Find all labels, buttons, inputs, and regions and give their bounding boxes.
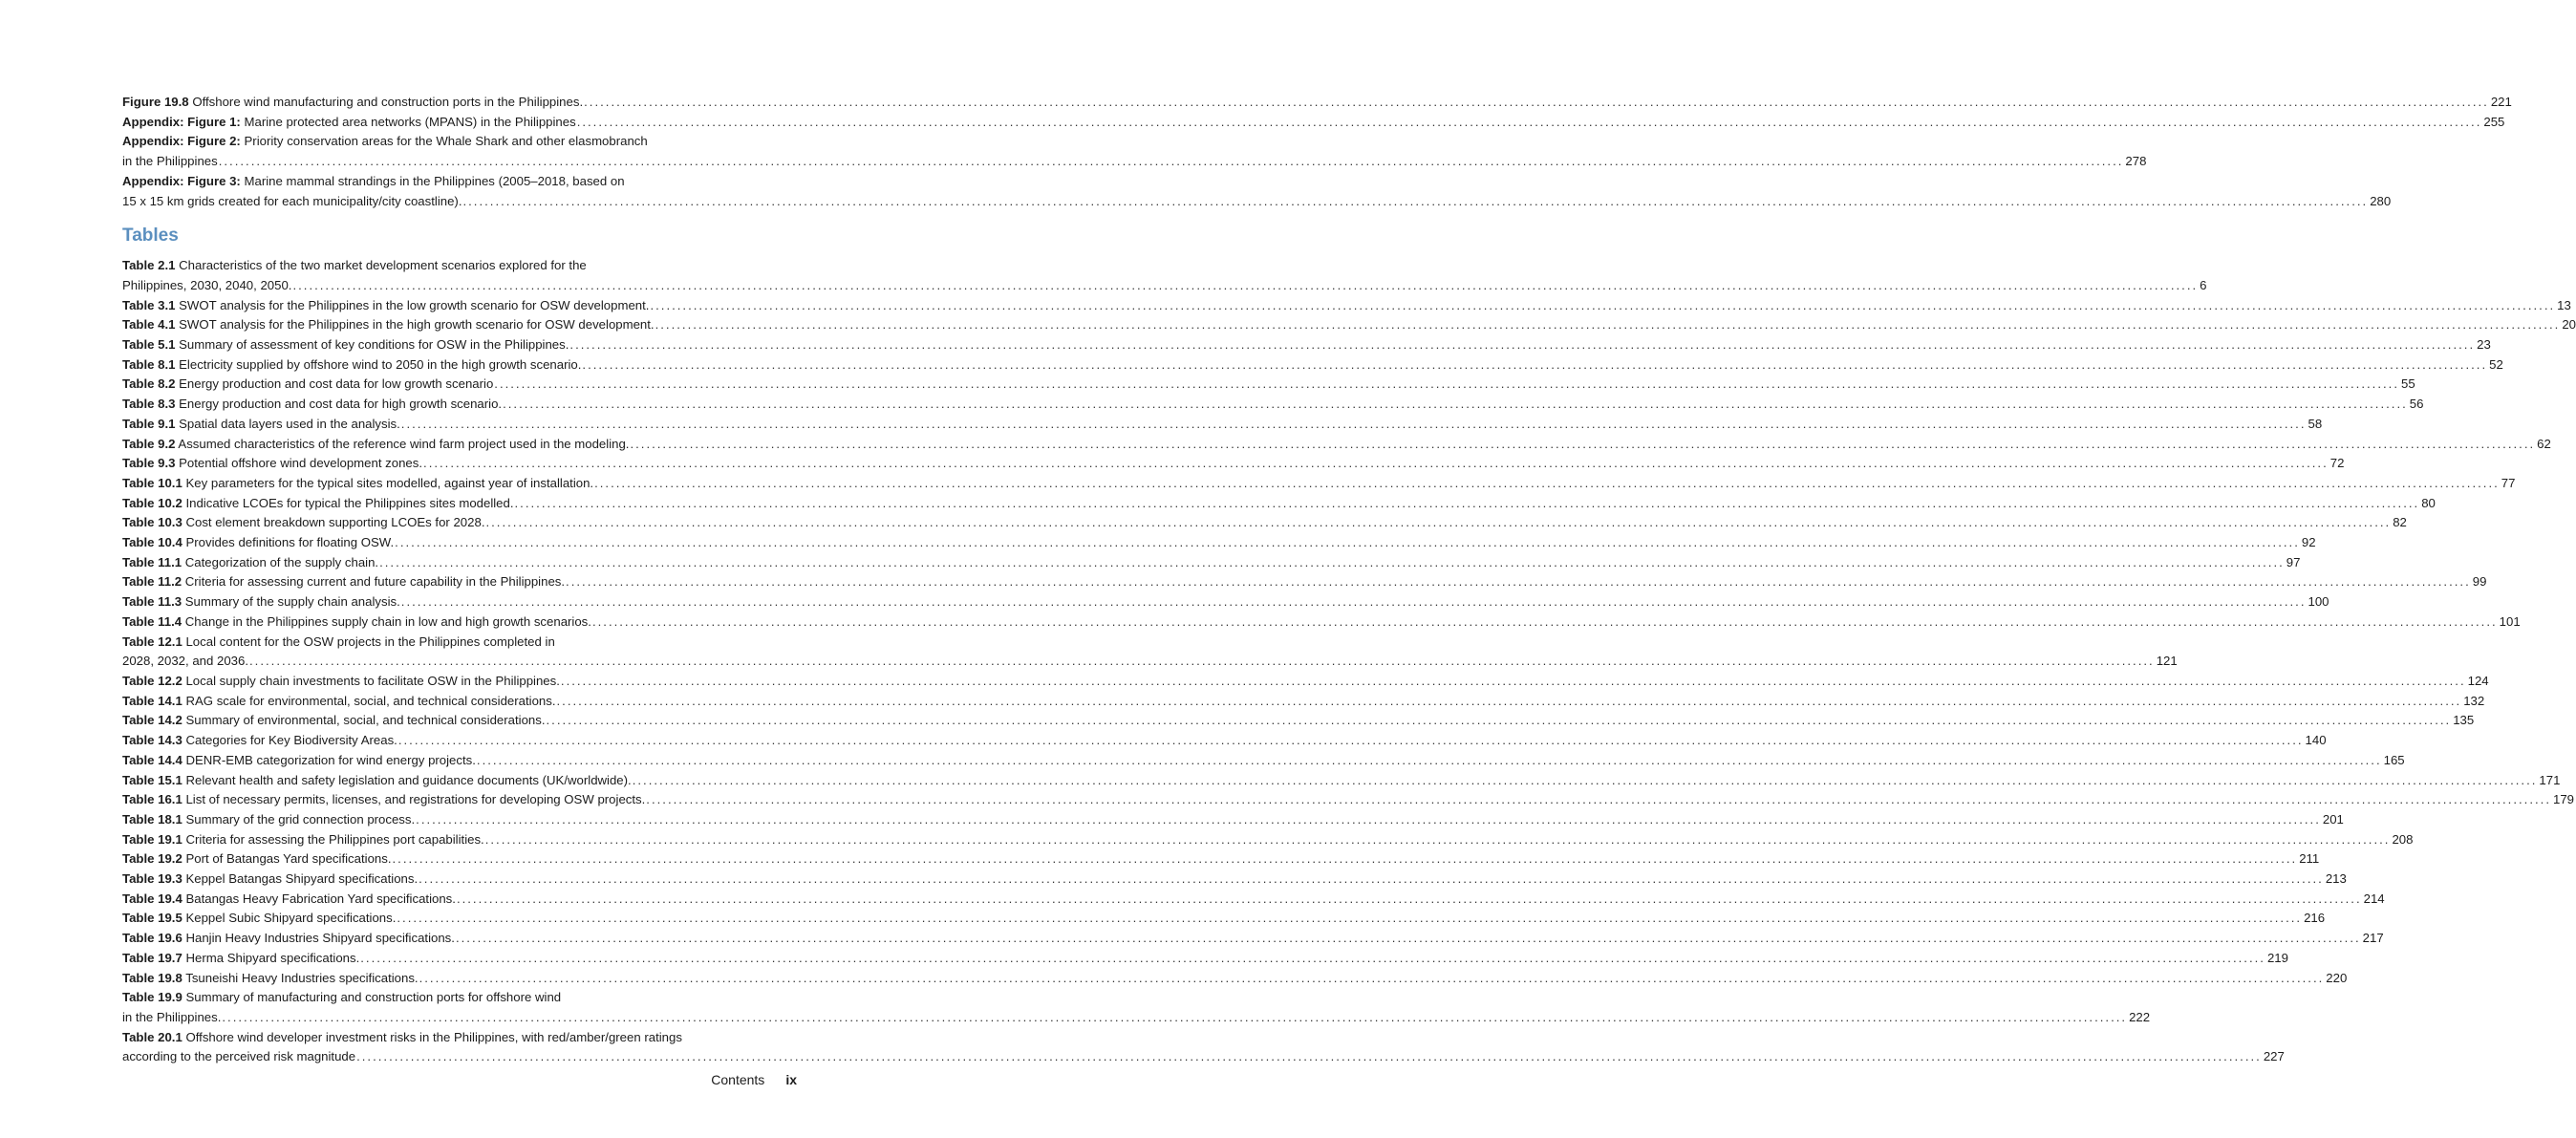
entry-page-number: 217 (2362, 931, 2384, 946)
entry-title: Summary of the supply chain analysis. (184, 594, 400, 610)
footer-page-number: ix (785, 1072, 797, 1087)
table-entry[interactable] (122, 731, 2327, 751)
entry-title: Summary of manufacturing and construction ports for offshore wind (185, 990, 562, 1005)
entry-label: Figure 19.8 (122, 95, 189, 109)
dot-leader (584, 93, 2489, 113)
table-entry[interactable] (122, 988, 2151, 1027)
table-entry[interactable] (122, 395, 2424, 415)
entry-label: Table 12.2 (122, 673, 182, 688)
dot-leader (655, 315, 2561, 335)
entry-title: DENR-EMB categorization for wind energy projects. (185, 752, 476, 767)
entry-title: Offshore wind developer investment risks in the Philippines, with red/amber/green ratings (185, 1029, 682, 1044)
table-entry[interactable] (122, 890, 2385, 910)
entry-title: Criteria for assessing current and future capability in the Philippines. (184, 574, 566, 590)
dot-leader (485, 830, 2391, 850)
table-entry[interactable] (122, 513, 2407, 533)
entry-label: Table 2.1 (122, 258, 176, 273)
entry-title: Assumed characteristics of the reference wind farm project used in the modeling. (178, 436, 630, 451)
table-entry[interactable] (122, 692, 2485, 712)
entry-page-number: 208 (2392, 831, 2414, 847)
table-entry[interactable] (122, 949, 2288, 969)
entry-title: Electricity supplied by offshore wind to 2050 in the high growth scenario. (179, 356, 582, 372)
table-entry[interactable] (122, 870, 2347, 890)
entry-title: Herma Shipyard specifications. (185, 950, 360, 965)
entry-title: Summary of assessment of key conditions for OSW in the Philippines. (179, 337, 569, 353)
table-entry[interactable] (122, 672, 2489, 692)
table-entry[interactable] (122, 1028, 2285, 1067)
table-entry[interactable] (122, 474, 2516, 494)
dot-leader (462, 192, 2368, 212)
table-entry[interactable] (122, 553, 2301, 573)
dot-leader (292, 276, 2198, 296)
entry-title: Philippines, 2030, 2040, 2050. (122, 277, 292, 292)
figures-list (122, 93, 2512, 211)
table-entry[interactable] (122, 355, 2503, 376)
entry-title: Energy production and cost data for low growth scenario (179, 376, 494, 392)
entry-label: Table 9.2 (122, 436, 176, 451)
entry-page-number: 124 (2467, 673, 2489, 688)
entry-title: Spatial data layers used in the analysis. (179, 416, 400, 431)
table-entry[interactable] (122, 375, 2415, 395)
entry-title: according to the perceived risk magnitude (122, 1049, 356, 1064)
entry-title: Categorization of the supply chain. (184, 554, 379, 569)
entry-label: Appendix: Figure 1: (122, 114, 241, 129)
dot-leader (503, 395, 2408, 415)
table-entry[interactable] (122, 790, 2575, 810)
dot-leader (633, 771, 2538, 791)
entry-page-number: 201 (2322, 811, 2344, 827)
dot-leader (423, 454, 2329, 474)
entry-title: Tsuneishi Heavy Industries specifications. (185, 970, 419, 985)
dot-leader (494, 375, 2399, 395)
entry-label: Table 14.3 (122, 733, 182, 748)
entry-page-number: 100 (2308, 594, 2329, 610)
entry-page-number: 72 (2329, 456, 2345, 471)
entry-title: Summary of the grid connection process. (185, 811, 416, 827)
dot-leader (650, 296, 2555, 316)
entry-title: 2028, 2032, and 2036. (122, 654, 248, 669)
table-entry[interactable] (122, 711, 2475, 731)
entry-label: Table 9.1 (122, 416, 176, 431)
entry-page-number: 255 (2483, 114, 2505, 129)
table-entry[interactable] (122, 256, 2207, 295)
entry-page-number: 278 (2125, 154, 2147, 169)
entry-label: Table 19.4 (122, 891, 182, 906)
entry-title: SWOT analysis for the Philippines in the high growth scenario for OSW development. (179, 317, 655, 333)
dot-leader (416, 810, 2321, 830)
entry-label: Table 19.5 (122, 911, 182, 926)
table-entry[interactable] (122, 969, 2348, 989)
entry-page-number: 220 (2326, 970, 2348, 985)
dot-leader (360, 949, 2265, 969)
entry-title: Relevant health and safety legislation and guidance documents (UK/worldwide). (185, 772, 632, 787)
entry-page-number: 97 (2286, 554, 2301, 569)
dot-leader (398, 731, 2304, 751)
entry-label: Table 4.1 (122, 317, 176, 333)
entry-label: Appendix: Figure 3: (122, 173, 241, 188)
table-entry[interactable] (122, 494, 2436, 514)
entry-title: Local supply chain investments to facilitate OSW in the Philippines. (185, 673, 560, 688)
entry-label: Table 19.3 (122, 871, 182, 887)
table-entry[interactable] (122, 929, 2384, 949)
dot-leader (566, 572, 2471, 592)
entry-page-number: 52 (2489, 356, 2503, 372)
entry-page-number: 213 (2325, 871, 2347, 887)
dot-leader (592, 612, 2498, 633)
entry-label: Table 5.1 (122, 337, 176, 353)
entry-label: Table 10.4 (122, 535, 182, 550)
dot-leader (485, 513, 2391, 533)
entry-title: in the Philippines. (122, 1009, 222, 1024)
dot-leader (557, 692, 2462, 712)
entry-page-number: 280 (2370, 193, 2392, 208)
entry-page-number: 165 (2383, 752, 2405, 767)
dot-leader (547, 711, 2452, 731)
entry-page-number: 92 (2301, 535, 2316, 550)
dot-leader (569, 335, 2475, 355)
table-entry[interactable] (122, 771, 2561, 791)
entry-label: Table 14.1 (122, 693, 182, 708)
entry-page-number: 171 (2539, 772, 2561, 787)
entry-label: Table 11.4 (122, 613, 182, 629)
figure-entry[interactable] (122, 113, 2505, 133)
dot-leader (630, 435, 2535, 455)
table-entry[interactable] (122, 810, 2344, 830)
table-entry[interactable] (122, 296, 2571, 316)
entry-label: Table 19.9 (122, 990, 182, 1005)
dot-leader (515, 494, 2420, 514)
table-entry[interactable] (122, 533, 2316, 553)
entry-title: Marine mammal strandings in the Philippines (2005–2018, based on (244, 173, 625, 188)
entry-title: Categories for Key Biodiversity Areas. (185, 733, 397, 748)
dot-leader (356, 1047, 2262, 1067)
entry-title: Keppel Subic Shipyard specifications. (185, 911, 397, 926)
entry-page-number: 216 (2304, 911, 2326, 926)
dot-leader (219, 152, 2124, 172)
entry-page-number: 77 (2501, 475, 2516, 490)
footer-section-name: Contents (711, 1072, 765, 1087)
entry-title: Batangas Heavy Fabrication Yard specifications. (185, 891, 456, 906)
entry-label: Table 20.1 (122, 1029, 182, 1044)
entry-title: Local content for the OSW projects in the Philippines completed in (185, 633, 555, 649)
dot-leader (457, 890, 2362, 910)
entry-page-number: 121 (2156, 654, 2178, 669)
dot-leader (379, 553, 2285, 573)
dot-leader (401, 592, 2307, 612)
dot-leader (397, 909, 2302, 929)
entry-page-number: 101 (2499, 613, 2521, 629)
entry-page-number: 23 (2477, 337, 2491, 353)
entry-label: Table 3.1 (122, 297, 176, 312)
entry-label: Table 19.6 (122, 931, 182, 946)
table-entry[interactable] (122, 830, 2414, 850)
table-entry[interactable] (122, 849, 2320, 870)
tables-heading: Tables (122, 225, 179, 247)
entry-title: Cost element breakdown supporting LCOEs for 2028. (185, 515, 485, 530)
entry-page-number: 179 (2553, 792, 2575, 807)
dot-leader (646, 790, 2551, 810)
entry-title: Change in the Philippines supply chain in low and high growth scenarios. (184, 613, 591, 629)
entry-page-number: 58 (2308, 416, 2323, 431)
entry-page-number: 56 (2409, 397, 2424, 412)
table-entry[interactable] (122, 435, 2551, 455)
entry-label: Table 11.2 (122, 574, 182, 590)
table-entry[interactable] (122, 335, 2491, 355)
table-entry[interactable] (122, 415, 2323, 435)
table-entry[interactable] (122, 909, 2326, 929)
figure-entry[interactable] (122, 172, 2392, 211)
dot-leader (249, 652, 2155, 672)
entry-title: Characteristics of the two market development scenarios explored for the (179, 258, 587, 273)
dot-leader (401, 415, 2307, 435)
entry-page-number: 132 (2463, 693, 2485, 708)
entry-page-number: 6 (2200, 277, 2207, 292)
dot-leader (393, 849, 2298, 870)
entry-label: Table 11.3 (122, 594, 182, 610)
entry-label: Table 16.1 (122, 792, 182, 807)
entry-label: Table 8.2 (122, 376, 176, 392)
entry-page-number: 135 (2453, 713, 2475, 728)
entry-label: Table 14.2 (122, 713, 182, 728)
entry-label: Appendix: Figure 2: (122, 134, 241, 149)
entry-page-number: 99 (2472, 574, 2487, 590)
entry-title: 15 x 15 km grids created for each municipality/city coastline). (122, 193, 462, 208)
entry-page-number: 20 (2562, 317, 2576, 333)
table-entry[interactable] (122, 612, 2521, 633)
dot-leader (594, 474, 2500, 494)
contents-page (122, 93, 2576, 1067)
entry-label: Table 8.3 (122, 397, 176, 412)
table-entry[interactable] (122, 454, 2345, 474)
entry-title: SWOT analysis for the Philippines in the low growth scenario for OSW development. (179, 297, 650, 312)
dot-leader (395, 533, 2300, 553)
entry-title: Summary of environmental, social, and technical considerations. (185, 713, 546, 728)
entry-page-number: 214 (2363, 891, 2385, 906)
entry-title: Offshore wind manufacturing and construction ports in the Philippines. (192, 95, 584, 109)
entry-title: in the Philippines (122, 154, 218, 169)
entry-page-number: 211 (2299, 851, 2320, 867)
entry-page-number: 222 (2129, 1009, 2151, 1024)
table-entry[interactable] (122, 633, 2178, 672)
entry-label: Table 11.1 (122, 554, 182, 569)
entry-title: Criteria for assessing the Philippines port capabilities. (185, 831, 484, 847)
entry-label: Table 10.1 (122, 475, 182, 490)
entry-title: Keppel Batangas Shipyard specifications. (185, 871, 419, 887)
entry-page-number: 221 (2490, 95, 2512, 109)
entry-page-number: 140 (2305, 733, 2327, 748)
entry-label: Table 18.1 (122, 811, 182, 827)
entry-page-number: 219 (2266, 950, 2288, 965)
entry-label: Table 15.1 (122, 772, 182, 787)
entry-label: Table 19.2 (122, 851, 182, 867)
entry-title: RAG scale for environmental, social, and technical considerations. (185, 693, 556, 708)
entry-title: List of necessary permits, licenses, and registrations for developing OSW projects. (185, 792, 646, 807)
dot-leader (222, 1008, 2127, 1028)
entry-title: Provides definitions for floating OSW. (185, 535, 395, 550)
table-entry[interactable] (122, 315, 2576, 335)
table-entry[interactable] (122, 751, 2405, 771)
entry-label: Table 9.3 (122, 456, 176, 471)
entry-label: Table 19.1 (122, 831, 182, 847)
entry-title: Potential offshore wind development zones. (179, 456, 423, 471)
dot-leader (419, 969, 2325, 989)
page-footer (711, 1072, 797, 1087)
entry-title: Port of Batangas Yard specifications. (185, 851, 392, 867)
entry-title: Priority conservation areas for the Whale Shark and other elasmobranch (244, 134, 648, 149)
table-entry[interactable] (122, 592, 2329, 612)
entry-page-number: 80 (2421, 495, 2436, 510)
entry-page-number: 82 (2393, 515, 2407, 530)
dot-leader (582, 355, 2487, 376)
entry-label: Table 19.8 (122, 970, 182, 985)
dot-leader (577, 113, 2482, 133)
entry-title: Energy production and cost data for high growth scenario. (179, 397, 503, 412)
entry-label: Table 10.3 (122, 515, 182, 530)
figure-entry[interactable] (122, 93, 2512, 113)
entry-page-number: 62 (2537, 436, 2551, 451)
entry-page-number: 55 (2400, 376, 2415, 392)
dot-leader (561, 672, 2466, 692)
entry-title: Marine protected area networks (MPANS) in the Philippines (244, 114, 576, 129)
dot-leader (419, 870, 2324, 890)
tables-list (122, 256, 2576, 1067)
table-entry[interactable] (122, 572, 2487, 592)
entry-label: Table 12.1 (122, 633, 182, 649)
entry-page-number: 227 (2263, 1049, 2285, 1064)
entry-label: Table 19.7 (122, 950, 182, 965)
dot-leader (456, 929, 2361, 949)
entry-label: Table 8.1 (122, 356, 176, 372)
dot-leader (477, 751, 2382, 771)
figure-entry[interactable] (122, 132, 2147, 171)
entry-title: Indicative LCOEs for typical the Philippines sites modelled. (185, 495, 514, 510)
entry-title: Hanjin Heavy Industries Shipyard specifications. (185, 931, 455, 946)
entry-title: Key parameters for the typical sites modelled, against year of installation. (185, 475, 594, 490)
entry-label: Table 14.4 (122, 752, 182, 767)
entry-label: Table 10.2 (122, 495, 182, 510)
entry-page-number: 13 (2557, 297, 2571, 312)
